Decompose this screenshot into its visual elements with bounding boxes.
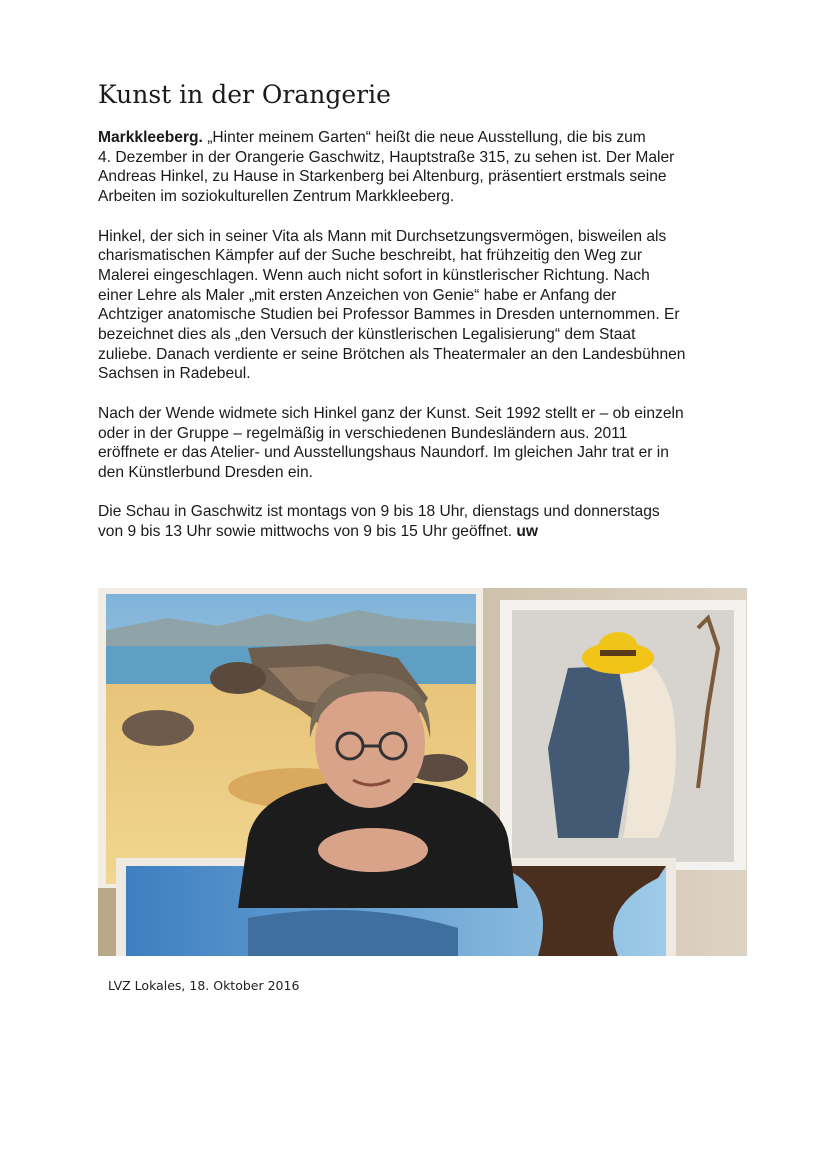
paragraph-career-line: oder in der Gruppe – regelmäßig in verschiedenen Bundesländern aus. 2011 <box>98 424 628 442</box>
paragraph-intro-line-4: Arbeiten im soziokulturellen Zentrum Markkleeberg. <box>98 188 455 206</box>
paragraph-intro-line-1 <box>98 128 738 148</box>
article-photo <box>98 588 747 956</box>
article-body <box>98 128 738 561</box>
paragraph-intro-line-2: 4. Dezember in der Orangerie Gaschwitz, Hauptstraße 315, zu sehen ist. Der Maler <box>98 148 675 166</box>
paragraph-intro <box>98 128 738 207</box>
paragraph-career-line: eröffnete er das Atelier- und Ausstellungshaus Naundorf. Im gleichen Jahr trat er in <box>98 444 669 462</box>
paragraph-biography-line: Hinkel, der sich in seiner Vita als Mann mit Durchsetzungsvermögen, bisweilen als <box>98 227 667 245</box>
paragraph-biography <box>98 227 738 385</box>
author-initials: uw <box>516 523 539 541</box>
paragraph-career-line: Nach der Wende widmete sich Hinkel ganz der Kunst. Seit 1992 stellt er – ob einzeln <box>98 404 684 422</box>
paragraph-career <box>98 404 738 483</box>
intro-line-1-text: „Hinter meinem Garten“ heißt die neue Ausstellung, die bis zum <box>202 129 646 146</box>
paragraph-biography-line: charismatischen Kämpfer auf der Suche beschreibt, hat frühzeitig den Weg zur <box>98 247 643 265</box>
opening-hours-text: von 9 bis 13 Uhr sowie mittwochs von 9 bis 15 Uhr geöffnet. <box>98 523 517 541</box>
paragraph-biography-line: Malerei eingeschlagen. Wenn auch nicht sofort in künstlerischer Richtung. Nach <box>98 266 650 284</box>
figure-painting <box>500 600 746 870</box>
paragraph-opening-hours-line-2 <box>98 522 738 542</box>
dateline: Markkleeberg. <box>98 129 203 146</box>
article-title: Kunst in der Orangerie <box>98 80 391 109</box>
paragraph-opening-hours-line-1: Die Schau in Gaschwitz ist montags von 9 bis 18 Uhr, dienstags und donnerstags <box>98 503 660 521</box>
paragraph-biography-line: bezeichnet dies als „den Versuch der künstlerischen Legalisierung“ dem Staat <box>98 326 636 344</box>
paragraph-opening-hours <box>98 502 738 541</box>
paragraph-biography-line: Achtziger anatomische Studien bei Professor Bammes in Dresden unternommen. Er <box>98 306 680 324</box>
paragraph-biography-line: Sachsen in Radebeul. <box>98 365 251 383</box>
paragraph-career-line: den Künstlerbund Dresden ein. <box>98 463 313 481</box>
source-caption: LVZ Lokales, 18. Oktober 2016 <box>108 978 300 993</box>
paragraph-intro-line-3: Andreas Hinkel, zu Hause in Starkenberg bei Altenburg, präsentiert erstmals seine <box>98 168 667 186</box>
paragraph-biography-line: einer Lehre als Maler „mit ersten Anzeichen von Genie“ habe er Anfang der <box>98 286 617 304</box>
paragraph-biography-line: zuliebe. Danach verdiente er seine Brötchen als Theatermaler an den Landesbühnen <box>98 345 686 363</box>
photo-illustration <box>98 588 747 956</box>
